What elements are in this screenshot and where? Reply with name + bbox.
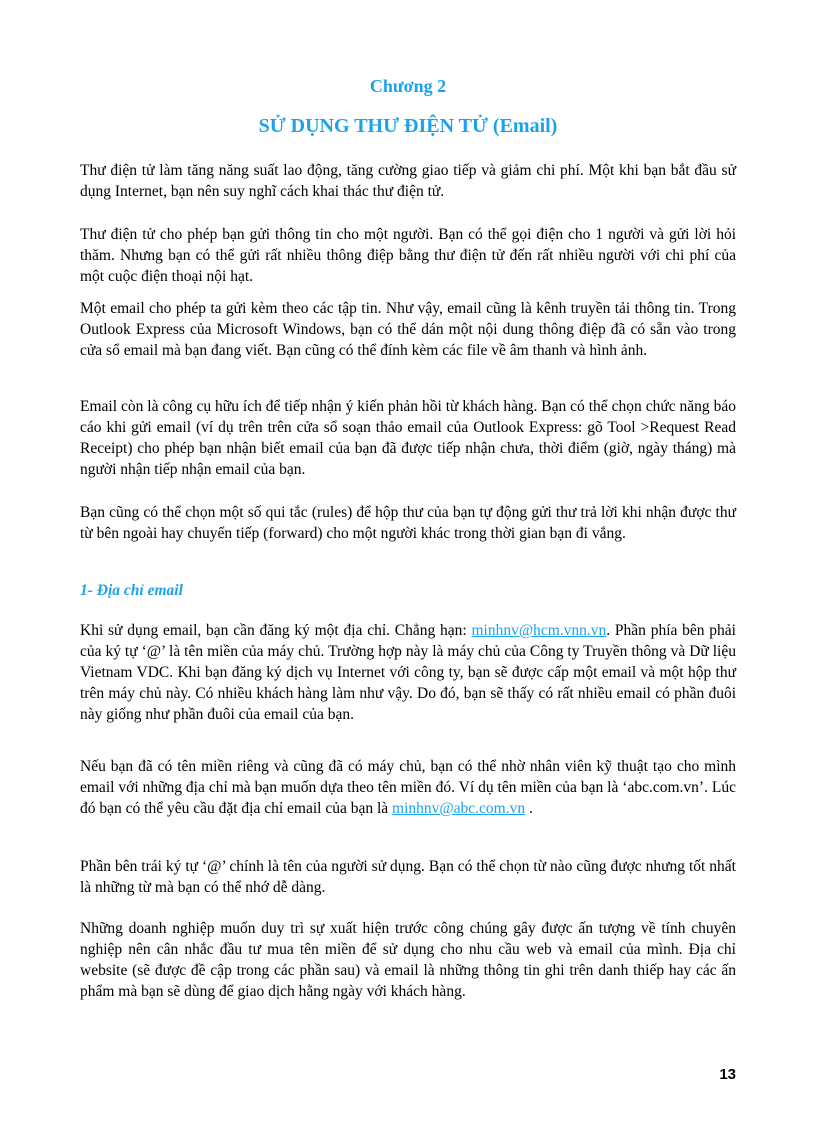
section-paragraph-1 [80,620,736,725]
section-paragraph-4: Những doanh nghiệp muốn duy trì sự xuất hiện trước công chúng gây được ấn tượng về tính chuyên nghiệp nên cân nhắc đầu tư mua tên miền để sử dụng cho nhu cầu web và email của mình. Địa chỉ website (sẽ được đề cập trong các phần sau) và email là những thông tin ghi trên danh thiếp hay các ấn phẩm mà bạn sẽ dùng để giao dịch hằng ngày với khách hàng. [80,920,736,1000]
paragraph-1: Thư điện tử làm tăng năng suất lao động, tăng cường giao tiếp và giảm chi phí. Một khi bạn bắt đầu sử dụng Internet, bạn nên suy nghĩ cách khai thác thư điện tử. [80,162,736,200]
email-link-abc[interactable]: minhnv@abc.com.vn [392,800,526,817]
email-link-hcm[interactable]: minhnv@hcm.vnn.vn [471,622,607,639]
paragraph-2: Thư điện tử cho phép bạn gửi thông tin cho một người. Bạn có thể gọi điện cho 1 người và gửi lời hỏi thăm. Nhưng bạn có thể gửi rất nhiều thông điệp bằng thư điện tử đến rất nhiều người với chi phí của một cuộc điện thoại nội hạt. [80,226,736,285]
chapter-title: SỬ DỤNG THƯ ĐIỆN TỬ (Email) [258,115,558,137]
section-paragraph-2 [80,756,736,819]
paragraph-text: . [525,800,533,817]
section-paragraph-3: Phần bên trái ký tự ‘@’ chính là tên của người sử dụng. Bạn có thể chọn từ nào cũng được nhưng tốt nhất là những từ mà bạn có thể nhớ dễ dàng. [80,858,736,896]
page-number: 13 [719,1066,736,1083]
paragraph-3: Một email cho phép ta gửi kèm theo các tập tin. Như vậy, email cũng là kênh truyền tải thông tin. Trong Outlook Express của Microsoft Windows, bạn có thể dán một nội dung thông điệp đã có sẵn vào trong cửa sổ email mà bạn đang viết. Bạn cũng có thể đính kèm các file về âm thanh và hình ảnh. [80,300,736,359]
paragraph-text: Khi sử dụng email, bạn cần đăng ký một địa chỉ. Chẳng hạn: [80,622,472,639]
paragraph-5: Bạn cũng có thể chọn một số qui tắc (rules) để hộp thư của bạn tự động gửi thư trả lời khi nhận được thư từ bên ngoài hay chuyển tiếp (forward) cho một người khác trong thời gian bạn đi vắng. [80,504,736,542]
paragraph-text: Nếu bạn đã có tên miền riêng và cũng đã có máy chủ, bạn có thể nhờ nhân viên kỹ thuật tạo cho mình email với những địa chỉ mà bạn muốn dựa theo tên miền đó. Ví dụ tên miền của bạn là ‘abc.com.vn’. Lúc đó bạn có thể yêu cầu đặt địa chỉ email của bạn là [80,758,736,817]
section-heading-email-address: 1- Địa chỉ email [80,582,183,599]
paragraph-4: Email còn là công cụ hữu ích để tiếp nhận ý kiến phản hồi từ khách hàng. Bạn có thể chọn chức năng báo cáo khi gửi email (ví dụ trên trên cửa sổ soạn thảo email của Outlook Express: gõ Tool >Request Read Receipt) cho phép bạn nhận biết email của bạn đã được tiếp nhận chưa, thời điểm (giờ, ngày tháng) mà người nhận tiếp nhận email của bạn. [80,398,736,478]
paragraph-text: . Phần phía bên phải của ký tự ‘@’ là tên miền của máy chủ. Trường hợp này là máy chủ của Công ty Truyền thông và Dữ liệu Vietnam VDC. Khi bạn đăng ký dịch vụ Internet với công ty, bạn sẽ được cấp một email và một hộp thư trên máy chủ này. Có nhiều khách hàng làm như vậy. Do đó, bạn sẽ thấy có rất nhiều email có phần đuôi này giống như phần đuôi của email của bạn. [80,622,736,723]
chapter-label: Chương 2 [369,76,447,96]
